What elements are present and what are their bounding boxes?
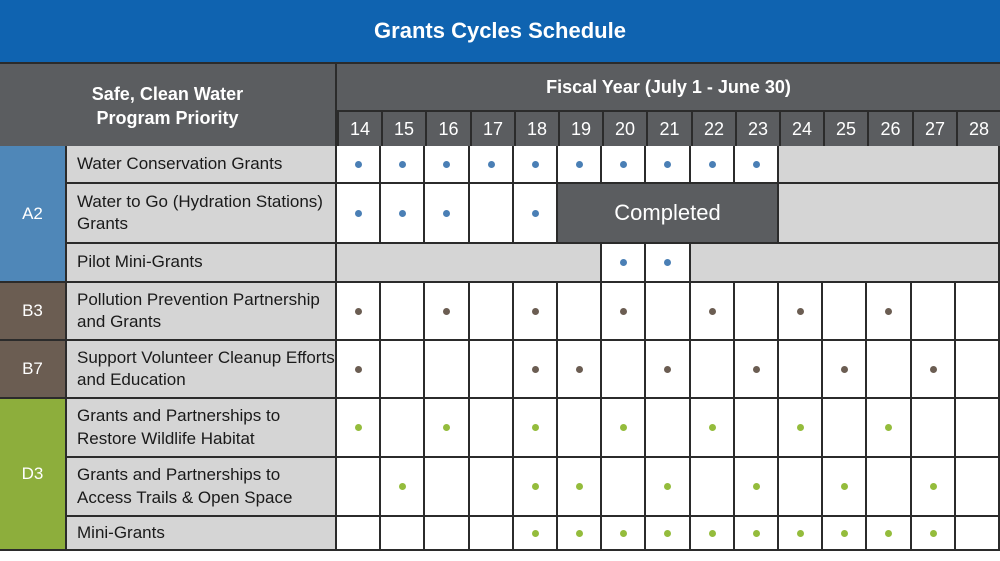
schedule-cell: [470, 283, 514, 341]
year-header-26: 26: [867, 112, 912, 146]
inactive-span: [337, 244, 602, 283]
cycle-dot: [885, 424, 892, 431]
cycle-dot: [841, 366, 848, 373]
priority-code-b7: B7: [0, 341, 65, 399]
schedule-cell: [646, 399, 691, 458]
cycle-dot: [664, 161, 671, 168]
cycle-dot: [753, 161, 760, 168]
cycle-dot: [930, 483, 937, 490]
year-header-24: 24: [779, 112, 823, 146]
schedule-cell: [823, 341, 867, 399]
grant-name: Grants and Partnerships to Access Trails & Open Space: [65, 458, 337, 517]
schedule-cell: [735, 341, 779, 399]
cycle-dot: [753, 366, 760, 373]
schedule-cell: [779, 517, 823, 551]
schedule-cell: [514, 517, 558, 551]
schedule-cell: [514, 341, 558, 399]
year-header-23: 23: [735, 112, 779, 146]
cycle-dot: [443, 424, 450, 431]
cycle-dot: [841, 530, 848, 537]
cycle-dot: [576, 530, 583, 537]
schedule-cell: [425, 341, 470, 399]
schedule-cell: [381, 146, 425, 184]
year-header-14: 14: [337, 112, 381, 146]
schedule-cell: [381, 458, 425, 517]
inactive-span: [779, 146, 1000, 184]
schedule-cell: [514, 146, 558, 184]
schedule-cell: [470, 458, 514, 517]
schedule-cell: [337, 458, 381, 517]
cycle-dot: [399, 210, 406, 217]
schedule-cell: [691, 517, 735, 551]
schedule-cell: [337, 283, 381, 341]
cycle-dot: [576, 366, 583, 373]
schedule-cell: [470, 184, 514, 244]
cycle-dot: [576, 483, 583, 490]
schedule-cell: [602, 146, 646, 184]
fiscal-year-header: Fiscal Year (July 1 - June 30): [337, 64, 1000, 112]
cycle-dot: [797, 530, 804, 537]
year-header-22: 22: [691, 112, 735, 146]
schedule-cell: [912, 458, 956, 517]
grant-name: Pilot Mini-Grants: [65, 244, 337, 283]
priority-header: [0, 64, 337, 146]
schedule-cell: [381, 184, 425, 244]
cycle-dot: [532, 366, 539, 373]
schedule-cell: [823, 399, 867, 458]
schedule-cell: [735, 458, 779, 517]
schedule-cell: [646, 517, 691, 551]
inactive-span: [691, 244, 1000, 283]
schedule-cell: [912, 399, 956, 458]
schedule-cell: [779, 458, 823, 517]
year-header-19: 19: [558, 112, 602, 146]
year-header-18: 18: [514, 112, 558, 146]
cycle-dot: [399, 483, 406, 490]
table-title: Grants Cycles Schedule: [0, 0, 1000, 64]
schedule-cell: [470, 399, 514, 458]
schedule-cell: [823, 283, 867, 341]
schedule-cell: [381, 399, 425, 458]
cycle-dot: [885, 308, 892, 315]
cycle-dot: [532, 161, 539, 168]
schedule-cell: [558, 458, 602, 517]
schedule-cell: [425, 458, 470, 517]
schedule-cell: [912, 283, 956, 341]
schedule-cell: [691, 399, 735, 458]
schedule-cell: [558, 146, 602, 184]
grant-name: Pollution Prevention Partnership and Grants: [65, 283, 337, 341]
cycle-dot: [532, 308, 539, 315]
schedule-cell: [867, 283, 912, 341]
cycle-dot: [399, 161, 406, 168]
cycle-dot: [576, 161, 583, 168]
schedule-cell: [425, 399, 470, 458]
grant-name: Water to Go (Hydration Stations) Grants: [65, 184, 337, 244]
schedule-cell: [602, 517, 646, 551]
cycle-dot: [532, 210, 539, 217]
year-header-17: 17: [470, 112, 514, 146]
schedule-cell: [602, 399, 646, 458]
cycle-dot: [443, 308, 450, 315]
schedule-cell: [779, 399, 823, 458]
schedule-cell: [425, 184, 470, 244]
cycle-dot: [532, 530, 539, 537]
schedule-cell: [912, 341, 956, 399]
priority-code-b3: B3: [0, 283, 65, 341]
schedule-cell: [646, 458, 691, 517]
cycle-dot: [620, 259, 627, 266]
schedule-cell: [867, 341, 912, 399]
schedule-cell: [646, 146, 691, 184]
schedule-cell: [558, 283, 602, 341]
schedule-cell: [514, 283, 558, 341]
cycle-dot: [355, 366, 362, 373]
schedule-cell: [691, 283, 735, 341]
schedule-cell: [337, 146, 381, 184]
schedule-cell: [470, 517, 514, 551]
cycle-dot: [620, 424, 627, 431]
schedule-cell: [735, 146, 779, 184]
schedule-cell: [425, 517, 470, 551]
cycle-dot: [532, 483, 539, 490]
cycle-dot: [355, 210, 362, 217]
schedule-cell: [337, 399, 381, 458]
priority-header-line2: Program Priority: [96, 108, 239, 128]
cycle-dot: [664, 259, 671, 266]
cycle-dot: [488, 161, 495, 168]
cycle-dot: [709, 424, 716, 431]
schedule-cell: [602, 341, 646, 399]
schedule-cell: [602, 458, 646, 517]
grant-name: Water Conservation Grants: [65, 146, 337, 184]
schedule-cell: [956, 517, 1000, 551]
schedule-cell: [691, 146, 735, 184]
cycle-dot: [797, 424, 804, 431]
cycle-dot: [532, 424, 539, 431]
schedule-cell: [779, 341, 823, 399]
schedule-cell: [735, 399, 779, 458]
schedule-cell: [735, 283, 779, 341]
cycle-dot: [620, 530, 627, 537]
schedule-cell: [956, 458, 1000, 517]
schedule-cell: [867, 458, 912, 517]
cycle-dot: [709, 161, 716, 168]
schedule-cell: [558, 341, 602, 399]
priority-code-a2: A2: [0, 146, 65, 283]
cycle-dot: [930, 530, 937, 537]
schedule-cell: [956, 341, 1000, 399]
schedule-cell: [646, 283, 691, 341]
year-header-16: 16: [425, 112, 470, 146]
schedule-cell: [514, 399, 558, 458]
year-header-20: 20: [602, 112, 646, 146]
schedule-cell: [470, 341, 514, 399]
schedule-cell: [867, 517, 912, 551]
schedule-cell: [602, 244, 646, 283]
schedule-cell: [912, 517, 956, 551]
cycle-dot: [620, 161, 627, 168]
year-header-27: 27: [912, 112, 956, 146]
cycle-dot: [443, 210, 450, 217]
schedule-cell: [558, 399, 602, 458]
cycle-dot: [664, 366, 671, 373]
cycle-dot: [841, 483, 848, 490]
cycle-dot: [709, 530, 716, 537]
cycle-dot: [355, 308, 362, 315]
schedule-cell: [381, 517, 425, 551]
year-header-28: 28: [956, 112, 1000, 146]
schedule-cell: [337, 341, 381, 399]
priority-header-line1: Safe, Clean Water: [91, 83, 244, 104]
schedule-cell: [381, 341, 425, 399]
year-header-15: 15: [381, 112, 425, 146]
schedule-cell: [425, 146, 470, 184]
year-header-21: 21: [646, 112, 691, 146]
cycle-dot: [443, 161, 450, 168]
schedule-cell: [867, 399, 912, 458]
schedule-cell: [956, 399, 1000, 458]
cycle-dot: [355, 424, 362, 431]
schedule-cell: [646, 244, 691, 283]
schedule-cell: [381, 283, 425, 341]
inactive-span: [779, 184, 1000, 244]
schedule-cell: [823, 517, 867, 551]
completed-span: Completed: [558, 184, 779, 244]
schedule-cell: [470, 146, 514, 184]
schedule-cell: [735, 517, 779, 551]
grant-name: Support Volunteer Cleanup Efforts and Education: [65, 341, 337, 399]
cycle-dot: [797, 308, 804, 315]
schedule-cell: [602, 283, 646, 341]
cycle-dot: [885, 530, 892, 537]
schedule-cell: [425, 283, 470, 341]
cycle-dot: [664, 483, 671, 490]
priority-code-d3: D3: [0, 399, 65, 551]
schedule-cell: [956, 283, 1000, 341]
cycle-dot: [930, 366, 937, 373]
schedule-cell: [779, 283, 823, 341]
schedule-cell: [514, 458, 558, 517]
schedule-cell: [337, 517, 381, 551]
schedule-cell: [514, 184, 558, 244]
grant-name: Grants and Partnerships to Restore Wildlife Habitat: [65, 399, 337, 458]
schedule-cell: [558, 517, 602, 551]
schedule-cell: [823, 458, 867, 517]
cycle-dot: [709, 308, 716, 315]
grant-name: Mini-Grants: [65, 517, 337, 551]
schedule-cell: [691, 341, 735, 399]
schedule-cell: [691, 458, 735, 517]
cycle-dot: [753, 483, 760, 490]
cycle-dot: [355, 161, 362, 168]
cycle-dot: [620, 308, 627, 315]
cycle-dot: [664, 530, 671, 537]
cycle-dot: [753, 530, 760, 537]
schedule-cell: [337, 184, 381, 244]
schedule-cell: [646, 341, 691, 399]
year-header-25: 25: [823, 112, 867, 146]
